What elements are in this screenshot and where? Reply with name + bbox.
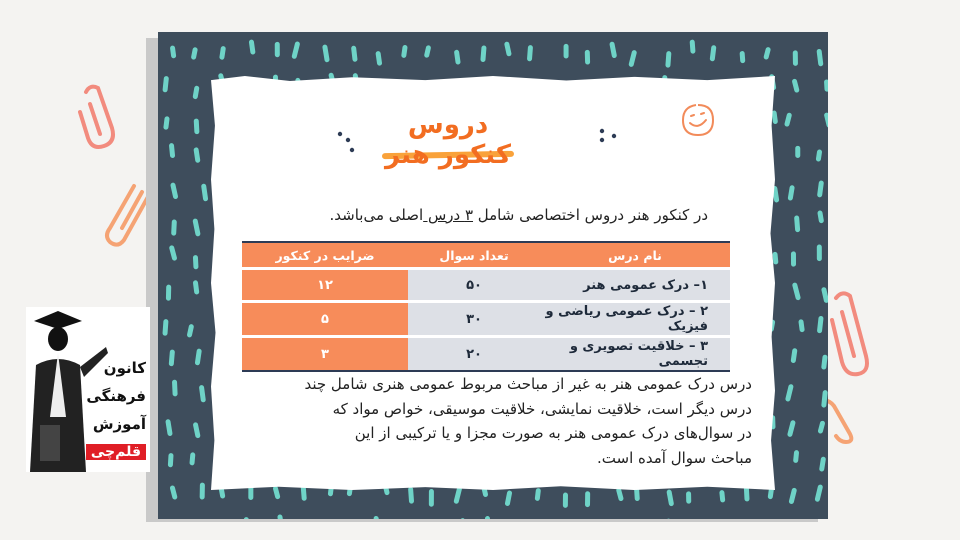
dash-mark (162, 319, 168, 336)
dash-mark (201, 183, 208, 201)
dash-mark (772, 252, 778, 265)
dash-mark (585, 50, 590, 65)
logo-line: کانون (103, 359, 146, 377)
dash-mark (162, 76, 169, 93)
header-course-name: نام درس (540, 242, 730, 269)
dash-mark (824, 112, 828, 128)
dash-mark (792, 282, 801, 301)
dash-mark (243, 517, 249, 519)
weight-value: ۱۲ (242, 269, 408, 302)
dash-mark (172, 380, 178, 397)
intro-after: اصلی می‌باشد. (329, 206, 424, 224)
description-line: درس درک عمومی هنر به غیر از مباحث مربوط عمومی هنری شامل چند (304, 375, 752, 393)
dash-mark (166, 285, 171, 301)
table-row (242, 337, 730, 372)
paperclip-icon (828, 290, 872, 380)
dash-mark (665, 51, 671, 68)
dash-mark (169, 245, 178, 261)
dash-mark (535, 488, 541, 501)
dash-mark (193, 280, 200, 295)
dash-mark (817, 210, 824, 223)
dash-mark (817, 180, 824, 197)
courses-table (242, 241, 730, 372)
dash-mark (719, 490, 725, 503)
page-title: دروس کنکور هنر (385, 110, 511, 170)
dash-mark (192, 85, 199, 99)
header-question-count: تعداد سوال (408, 242, 540, 269)
course-name: ۳ – خلاقیت تصویری و تجسمی (540, 337, 730, 372)
table-header-row (242, 242, 730, 269)
dash-mark (373, 515, 382, 519)
dash-mark (195, 348, 202, 365)
description-line: مباحث سوال آمده است. (597, 448, 752, 467)
dash-mark (609, 41, 617, 58)
dash-mark (710, 45, 717, 62)
dash-mark (785, 384, 794, 402)
intro-text (262, 204, 708, 226)
dash-mark (686, 491, 691, 503)
dots-decoration (334, 128, 360, 154)
dash-mark (424, 45, 432, 58)
dash-mark (527, 45, 533, 61)
dash-mark (564, 44, 569, 59)
dash-mark (824, 79, 828, 91)
question-count: ۲۰ (408, 337, 540, 372)
dash-mark (821, 354, 828, 369)
dash-mark (170, 182, 178, 199)
dash-mark (219, 46, 226, 60)
dash-mark (790, 348, 797, 363)
dash-mark (819, 456, 826, 472)
dash-mark (690, 40, 696, 54)
intro-before: در کنکور هنر دروس اختصاصی شامل (473, 206, 708, 224)
dash-mark (816, 49, 823, 67)
dash-mark (375, 51, 382, 66)
dash-mark (199, 385, 206, 403)
dash-mark (200, 483, 205, 500)
dash-mark (193, 422, 201, 439)
description-paragraph (232, 372, 752, 470)
dash-mark (563, 493, 568, 508)
dash-mark (454, 49, 461, 64)
dash-mark (453, 486, 462, 504)
dash-mark (351, 46, 358, 62)
smiley-icon (680, 102, 716, 138)
dash-mark (817, 316, 824, 334)
logo-line: آموزش (92, 415, 146, 433)
dots-decoration (596, 126, 622, 150)
course-name: ۱– درک عمومی هنر (540, 269, 730, 302)
logo (26, 307, 150, 472)
dash-mark (798, 319, 805, 332)
dash-mark (170, 45, 177, 58)
title-block (378, 110, 518, 170)
dash-mark (504, 41, 512, 56)
course-name: ۲ – درک عمومی ریاضی و فیزیک (540, 302, 730, 337)
dash-mark (193, 147, 200, 163)
dash-mark (191, 47, 198, 60)
dash-mark (793, 450, 799, 463)
dash-mark (460, 518, 466, 519)
dash-mark (817, 420, 825, 434)
dash-mark (585, 491, 590, 507)
dash-mark (322, 44, 330, 62)
dash-mark (505, 490, 513, 506)
dash-mark (272, 485, 280, 499)
dash-mark (275, 42, 280, 57)
dash-mark (817, 245, 822, 262)
dash-mark (408, 487, 414, 504)
dash-mark (788, 487, 797, 504)
intro-underlined: ۳ درس (423, 206, 474, 224)
logo-brand: قلم‌چی (86, 444, 146, 460)
dash-mark (169, 349, 175, 366)
dash-mark (794, 215, 800, 232)
dash-mark (193, 255, 199, 269)
dash-mark (793, 50, 798, 66)
table-row (242, 302, 730, 337)
description-line: در سوال‌های درک عمومی هنر به صورت مجزا و یا ترکیبی از این (354, 424, 752, 442)
dash-mark (795, 146, 800, 158)
dash-mark (788, 185, 795, 201)
header-weight: ضرایب در کنکور (242, 242, 408, 269)
table-row (242, 269, 730, 302)
dash-mark (168, 453, 174, 467)
dash-mark (485, 516, 490, 519)
paperclip-icon (78, 82, 118, 160)
dash-mark (816, 149, 823, 162)
dash-mark (187, 324, 195, 338)
dash-mark (821, 390, 828, 408)
dash-mark (821, 287, 828, 304)
dash-mark (791, 251, 796, 266)
dash-mark (194, 118, 200, 134)
dash-mark (628, 50, 637, 68)
dash-mark (277, 514, 284, 519)
dash-mark (814, 484, 823, 502)
dash-mark (171, 219, 177, 235)
logo-line: فرهنگی (86, 387, 146, 405)
dash-mark (401, 45, 408, 59)
dash-mark (189, 452, 195, 465)
dash-mark (792, 78, 800, 93)
dash-mark (163, 116, 170, 130)
question-count: ۵۰ (408, 269, 540, 302)
dash-mark (169, 485, 177, 500)
dash-mark (740, 51, 746, 63)
weight-value: ۳ (242, 337, 408, 372)
dash-mark (249, 39, 256, 55)
question-count: ۳۰ (408, 302, 540, 337)
weight-value: ۵ (242, 302, 408, 337)
dash-mark (169, 143, 175, 158)
dash-mark (666, 489, 674, 506)
dash-mark (787, 420, 796, 438)
dash-mark (429, 489, 434, 507)
dash-mark (192, 218, 200, 237)
dash-mark (480, 45, 486, 62)
dash-mark (165, 419, 173, 436)
dash-mark (763, 47, 771, 60)
description-line: درس دیگر است، خلاقیت نمایشی، خلاقیت موسیقی، خواص مواد که (332, 399, 752, 418)
dash-mark (291, 41, 300, 59)
dash-mark (784, 112, 792, 127)
